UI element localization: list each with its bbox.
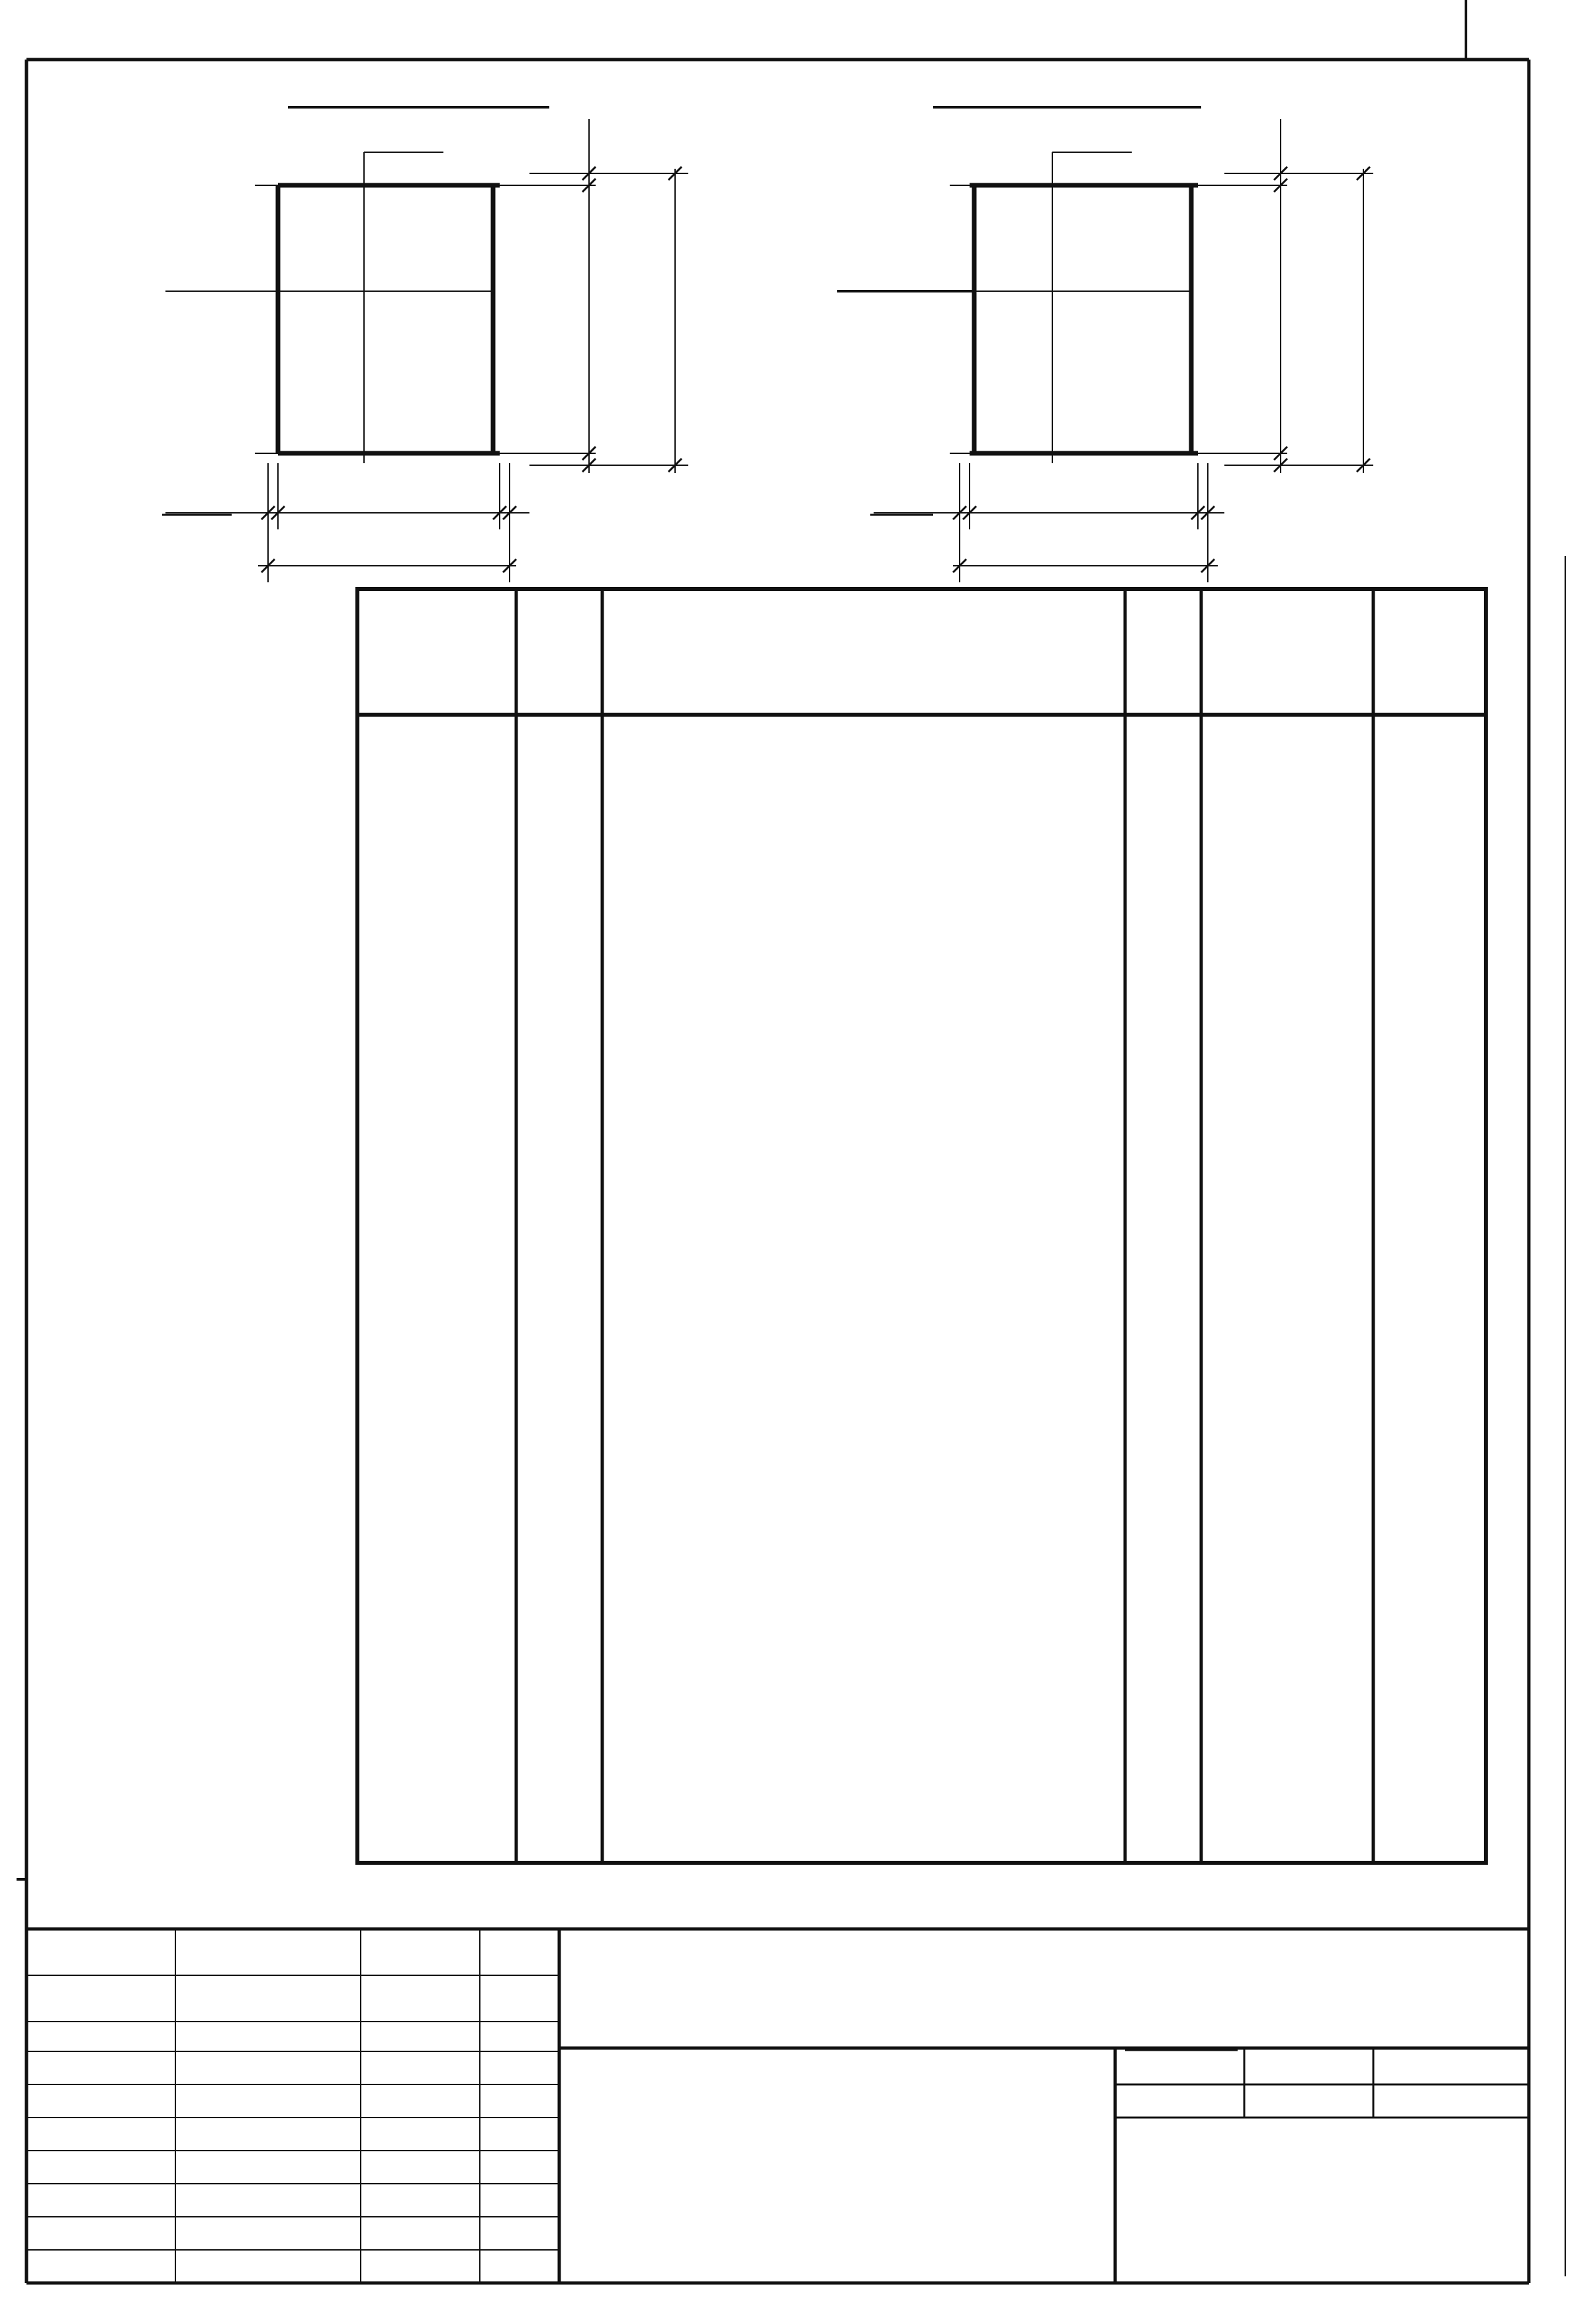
right-mesh-drawing <box>837 107 1373 582</box>
spec-table-grid <box>357 589 1486 1863</box>
left-mesh-drawing <box>162 107 688 582</box>
title-block-grid <box>26 1929 1529 2283</box>
